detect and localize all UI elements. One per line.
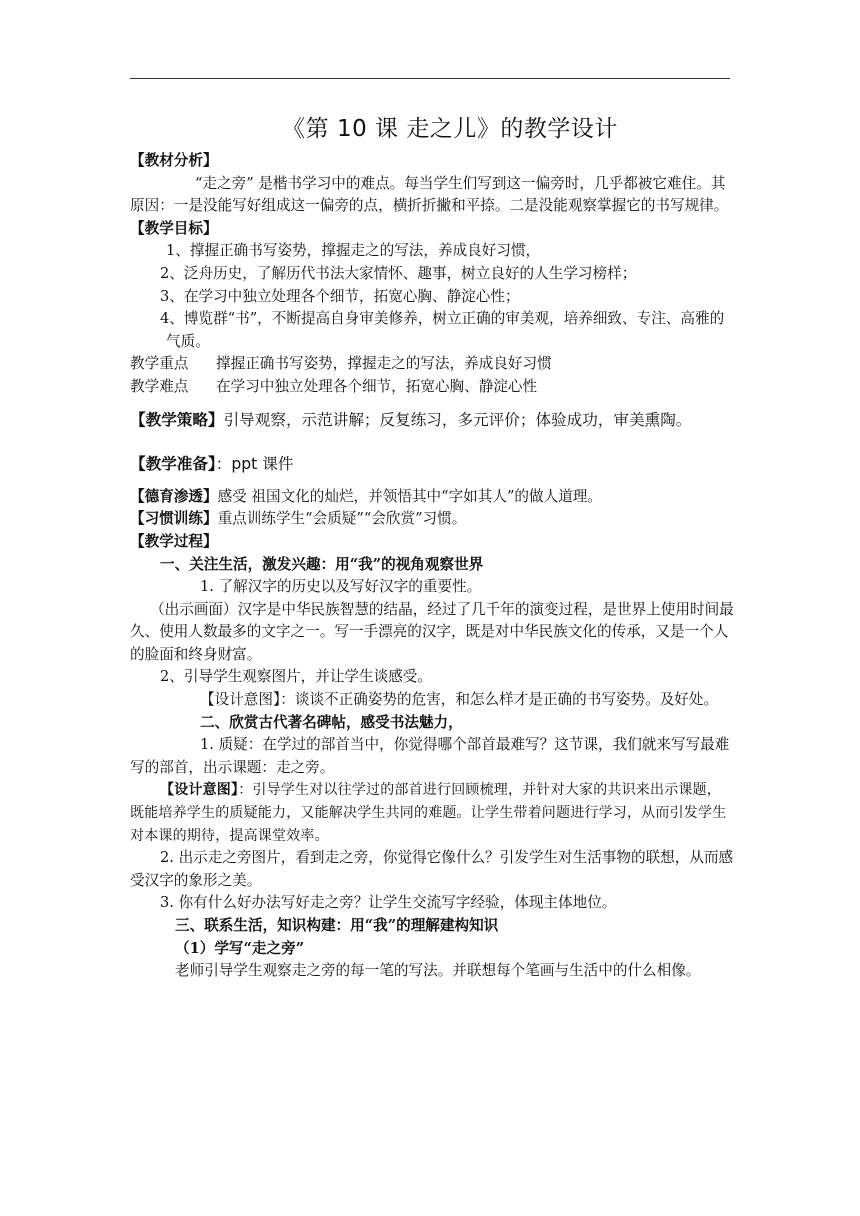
part1-heading: 一、关注生活，激发兴趣：用“我”的视角观察世界 [160, 555, 484, 573]
preparation-text: ：ppt 课件 [215, 455, 294, 474]
process-heading: 【教学过程】 [130, 532, 218, 550]
part1-item-2: 2、引导学生观察图片，并让学生谈感受。 [160, 668, 432, 686]
part1-para-1: （出示画面）汉字是中华民族智慧的结晶，经过了几千年的演变过程，是世界上使用时间最久、使用人数最多的文字之一。写一手漂亮的汉字，既是对中华民族文化的传承，又是一个人的脸面和终身财富。 [130, 600, 734, 663]
moral-heading: 【德育渗透】 [130, 487, 218, 505]
part1-design-label: 【设计意图】 [200, 691, 281, 709]
part3-para-1: 老师引导学生观察走之旁的每一笔的写法。并联想每个笔画与生活中的什么相像。 [175, 962, 701, 980]
habit-text: 重点训练学生“会质疑”“会欣赏”习惯。 [217, 510, 467, 528]
part1-design-row [130, 689, 735, 712]
preparation-heading: 【教学准备】 [130, 455, 216, 474]
key-point-row [130, 353, 735, 376]
page-title: 《第 10 课 走之儿》的教学设计 [282, 116, 618, 142]
difficult-point-label: 教学难点 [130, 377, 189, 395]
key-point-text: 撑握正确书写姿势，撑握走之的写法，养成良好习惯 [216, 355, 552, 373]
goal-item-2: 2、泛舟历史，了解历代书法大家情怀、趣事，树立良好的人生学习榜样； [160, 264, 637, 282]
part3-sub-1: （1）学写“走之旁” [175, 939, 305, 957]
habit-row [130, 508, 735, 531]
moral-text: 感受 祖国文化的灿烂，并领悟其中“字如其人”的做人道理。 [217, 487, 602, 505]
part3-heading: 三、联系生活，知识构建：用“我”的理解建构知识 [175, 917, 499, 934]
goal-item-4: 4、博览群“书”，不断提高自身审美修养，树立正确的审美观，培养细致、专注、高雅的气质。 [160, 310, 725, 350]
part2-design-row [130, 779, 735, 847]
preparation-row [130, 453, 735, 476]
moral-row [130, 486, 735, 509]
part2-design-text: ：引导学生对以往学过的部首进行回顾梳理，并针对大家的共识来出示课题，既能培养学生的质疑能力，又能解决学生共同的难题。让学生带着问题进行学习，从而引发学生对本课的期待，提高课堂效率。 [130, 782, 727, 844]
analysis-text: “走之旁” 是楷书学习中的难点。每当学生们写到这一偏旁时，几乎都被它难住。其原因：一是没能写好组成这一偏旁的点，横折折撇和平捺。二是没能观察掌握它的书写规律。 [130, 174, 729, 215]
difficult-point-row [130, 376, 735, 399]
goal-item-3: 3、在学习中独立处理各个细节，拓宽心胸、静淀心性； [160, 287, 520, 305]
part2-item-3: 3. 你有什么好办法写好走之旁？让学生交流写字经验，体现主体地位。 [160, 894, 617, 912]
habit-heading: 【习惯训练】 [130, 510, 218, 528]
analysis-heading: 【教材分析】 [130, 152, 218, 169]
difficult-point-text: 在学习中独立处理各个细节，拓宽心胸、静淀心性 [216, 377, 538, 395]
goal-item-1: 1、撑握正确书写姿势，撑握走之的写法，养成良好习惯， [166, 242, 541, 260]
part1-item-1: 1. 了解汉字的历史以及写好汉字的重要性。 [200, 578, 482, 596]
part2-item-2: 2. 出示走之旁图片，看到走之旁，你觉得它像什么？引发学生对生活事物的联想，从而感受汉字的象形之美。 [130, 849, 734, 889]
part2-item-1: 1. 质疑：在学过的部首当中，你觉得哪个部首最难写？这节课，我们就来写写最难写的部首，出示课题：走之旁。 [130, 736, 730, 776]
key-point-label: 教学重点 [130, 355, 189, 373]
part2-design-label: 【设计意图】 [160, 782, 239, 799]
strategy-heading: 【教学策略】 [130, 410, 224, 429]
header-rule [130, 78, 730, 79]
document-body [130, 150, 735, 983]
goals-heading: 【教学目标】 [130, 219, 218, 237]
strategy-text: 引导观察，示范讲解；反复练习，多元评价；体验成功，审美熏陶。 [223, 410, 692, 429]
part1-design-text: ：谈谈不正确姿势的危害，和怎么样才是正确的书写姿势。及好处。 [280, 691, 719, 709]
part2-heading: 二、欣赏古代著名碑帖，感受书法魅力， [200, 713, 463, 731]
strategy-row [130, 409, 735, 432]
